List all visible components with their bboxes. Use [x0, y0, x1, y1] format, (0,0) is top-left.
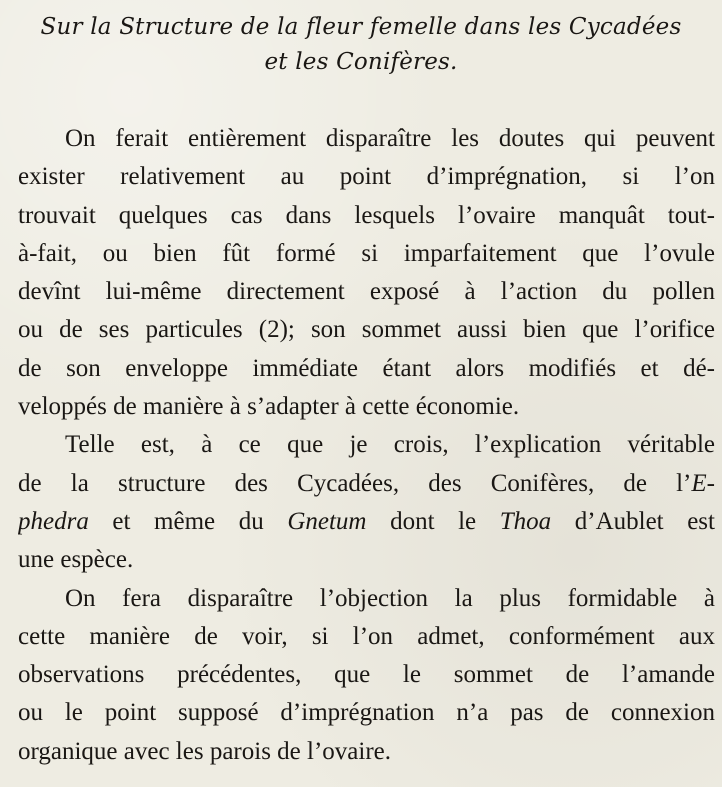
paragraph-2-line-2 — [18, 465, 715, 503]
paragraph-2-line-3-part-2: et même du — [88, 507, 288, 535]
paragraph-2-line-1: Telle est, à ce que je crois, l’explication véritable — [65, 431, 715, 459]
paragraph-1-line-3: trouvait quelques cas dans lesquels l’ovaire manquât tout- — [18, 201, 715, 229]
title-line-1: Sur la Structure de la fleur femelle dans les Cycadées — [40, 14, 682, 40]
paragraph-2-line-3-part-4: dont le — [366, 507, 500, 535]
paragraph-1-line-4: à-fait, ou bien fût formé si imparfaitement que l’ovule — [18, 239, 715, 267]
paragraph-2-line-2-part-1: de la structure des Cycadées, des Conifères, de l’ — [18, 469, 692, 497]
paragraph-1-line-5: devînt lui-même directement exposé à l’action du pollen — [18, 278, 715, 306]
paragraph-2-line-3-part-3: Gnetum — [287, 507, 367, 535]
paragraph-1-line-8: veloppés de manière à s’adapter à cette économie. — [18, 393, 520, 421]
paragraph-1-line-6: ou de ses particules (2); son sommet aussi bien que l’orifice — [18, 316, 715, 344]
paragraph-2-line-4: une espèce. — [18, 546, 134, 574]
paragraph-1-line-1: On ferait entièrement disparaître les doutes qui peuvent — [65, 125, 715, 152]
paragraph-3-line-1: On fera disparaître l’objection la plus formidable à — [65, 584, 715, 612]
paragraph-3-line-4: ou le point supposé d’imprégnation n’a pas de connexion — [18, 699, 715, 727]
paragraph-2-line-2-part-2: E- — [691, 469, 715, 497]
paragraph-3-line-3: observations précédentes, que le sommet de l’amande — [18, 661, 715, 689]
paragraph-2-line-3 — [18, 503, 715, 541]
paragraph-2-line-3-part-6: d’Aublet est — [551, 507, 715, 535]
paragraph-2-line-3-part-5: Thoa — [499, 507, 552, 535]
main-text — [0, 120, 722, 771]
title-line-2: et les Conifères. — [264, 49, 458, 75]
paragraph-3-line-5: organique avec les parois de l’ovaire. — [18, 737, 391, 765]
paragraph-1-line-2: exister relativement au point d’imprégnation, si l’on — [18, 163, 715, 191]
paragraph-2-line-3-part-1: phedra — [18, 507, 89, 535]
paragraph-1-line-7: de son enveloppe immédiate étant alors modifiés et dé- — [18, 354, 715, 382]
page-title — [0, 10, 722, 80]
paragraph-3-line-2: cette manière de voir, si l’on admet, conformément aux — [18, 622, 715, 650]
